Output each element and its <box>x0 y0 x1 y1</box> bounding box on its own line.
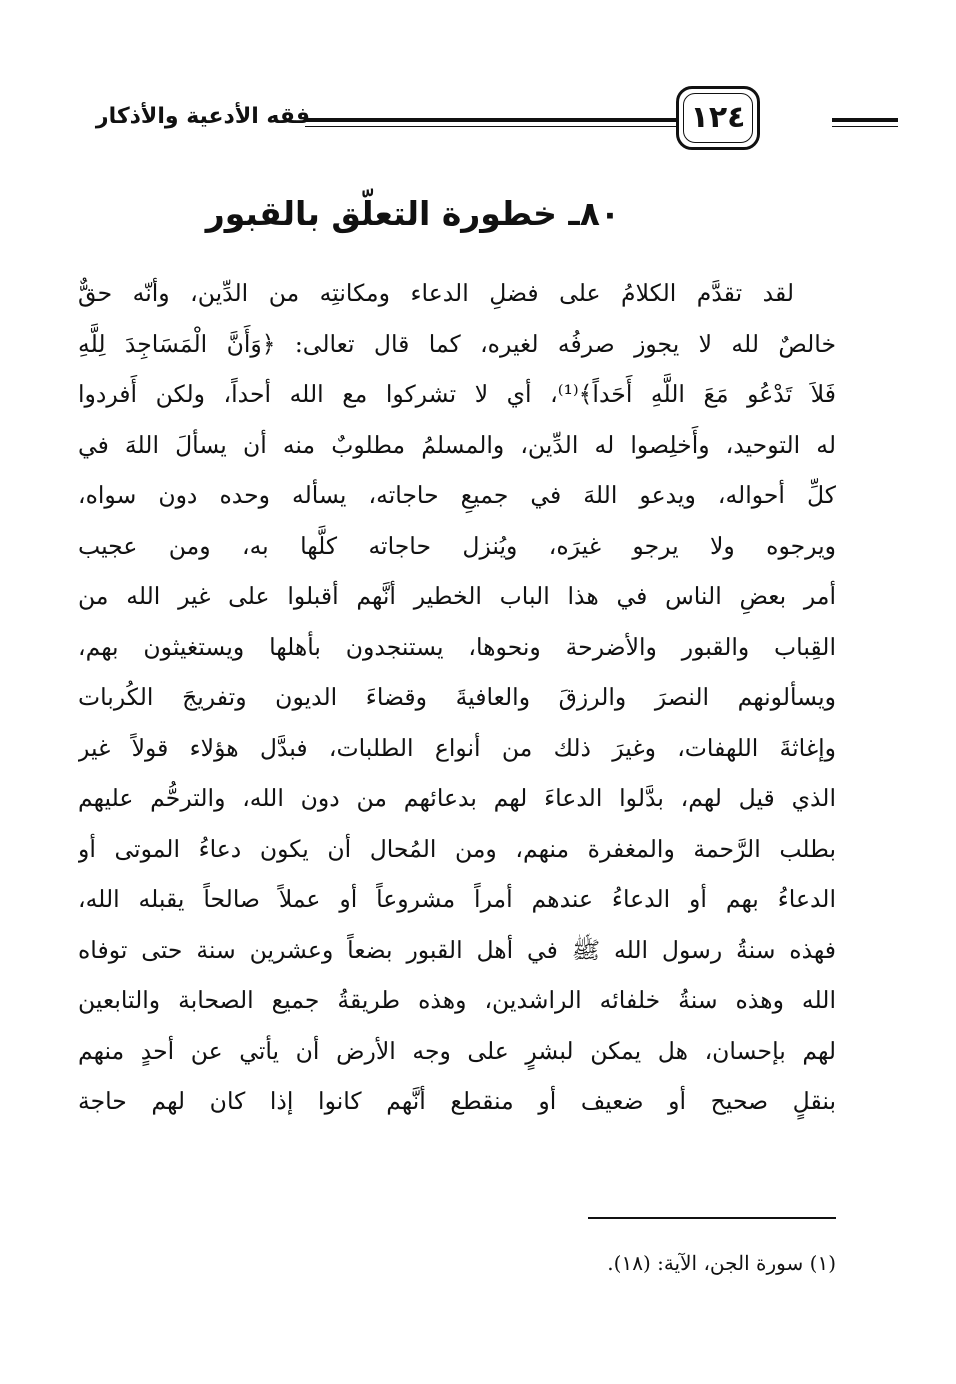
header-rule-right <box>832 118 898 122</box>
body-line: أمر بعضِ الناس في هذا الباب الخطير أنَّهم أقبلوا على غير الله من <box>78 582 836 610</box>
page-header <box>70 82 840 162</box>
body-line: القِباب والقبور والأضرحة ونحوها، يستنجدون بأهلها ويستغيثون بهم، <box>78 632 836 661</box>
body-line: بطلب الرَّحمة والمغفرة منهم، ومن المُحال أن يكون دعاءُ الموتى أو <box>78 834 836 863</box>
body-line: الله وهذه سنةُ خلفائه الراشدين، وهذه طريقةُ جميع الصحابة والتابعين <box>78 986 836 1014</box>
body-line: له التوحيد، وأَخلِصوا له الدِّين، والمسلمُ مطلوبٌ منه أن يسألَ اللهَ في <box>78 430 836 459</box>
body-line: ويسألونهم النصرَ والرزقَ والعافيةَ وقضاءَ الديون وتفريجَ الكُربات <box>78 683 836 711</box>
body-line: الدعاءُ بهم أو الدعاءُ عندهم أمراً مشروعاً أو عملاً صالحاً يقبله الله، <box>78 885 836 913</box>
section-title: ٨٠ـ خطورة التعلّق بالقبور <box>205 194 620 233</box>
page-number-frame <box>676 86 760 150</box>
page-number: ١٢٤ <box>690 100 746 135</box>
body-line: فَلاَ تَدْعُو مَعَ اللَّهِ أَحَداً﴾⁽¹⁾، أي لا تشركوا مع الله أحداً، ولكن أَفردوا <box>78 380 836 408</box>
body-line: ويرجوه ولا يرجو غيرَه، ويُنزل حاجاته كلَّها به، ومن عجيب <box>78 531 836 560</box>
body-line: لهم بإحسان، هل يمكن لبشرٍ على وجه الأرض أن يأتي عن أحدٍ منهم <box>78 1036 836 1065</box>
body-line: لقد تقدَّم الكلامُ على فضلِ الدعاء ومكانتِه من الدِّين، وأنّه حقٌّ <box>78 279 794 307</box>
body-line: وإغاثةَ اللهفات، وغيرَ ذلك من أنواع الطلبات، فبدَّل هؤلاء قولاً غير <box>78 733 836 762</box>
body-line: فهذه سنةُ رسول الله ﷺ في أهل القبور بضعاً وعشرين سنة حتى توفاه <box>78 935 836 964</box>
footnote-separator <box>588 1217 836 1219</box>
body-line: بنقلٍ صحيح أو ضعيف أو منقطع أنَّهم كانوا إذا كان لهم حاجة <box>78 1087 836 1115</box>
body-line: الذي قيل لهم، بدَّلوا الدعاءَ لهم بدعائهم من دون الله، والترحُّم عليهم <box>78 784 836 812</box>
body-text <box>78 268 836 1127</box>
running-title: فقه الأدعية والأذكار <box>95 104 310 129</box>
body-line: كلِّ أحواله، ويدعو اللهَ في جميعِ حاجاته، يسأله وحده دون سواه، <box>78 481 836 509</box>
footnote: (١) سورة الجن، الآية: (١٨). <box>607 1251 836 1275</box>
body-line: خالصٌ لله لا يجوز صرفُه لغيره، كما قال تعالى: ﴿وَأَنَّ الْمَسَاجِدَ لِلَّهِ <box>78 329 836 358</box>
